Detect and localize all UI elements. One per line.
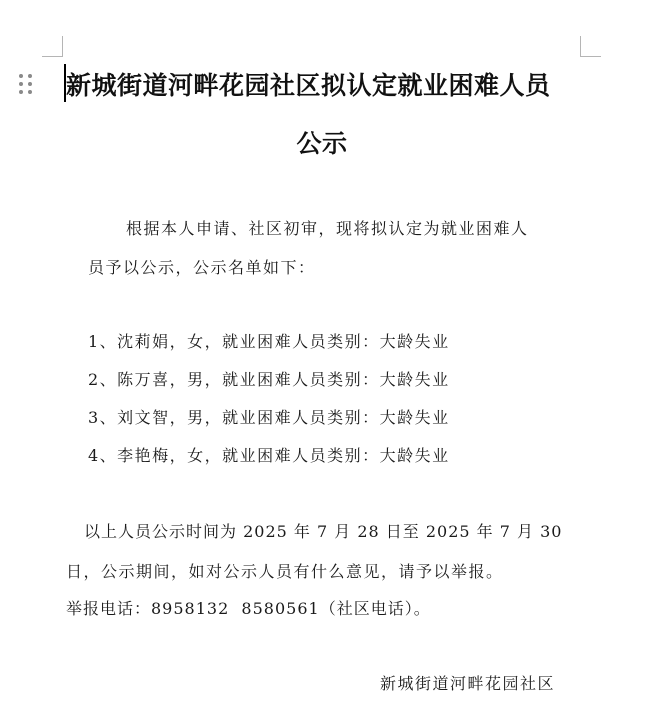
hotline: 举报电话：8958132 8580561（社区电话）。 [66, 599, 431, 618]
page-corner-mark-left [42, 36, 63, 57]
list-item: 3、刘文智，男，就业困难人员类别：大龄失业 [88, 408, 450, 427]
intro-line-2: 员予以公示，公示名单如下： [88, 258, 316, 277]
intro-line-1: 根据本人申请、社区初审，现将拟认定为就业困难人 [126, 219, 529, 238]
signature: 新城街道河畔花园社区 [380, 674, 556, 693]
list-item: 1、沈莉娟，女，就业困难人员类别：大龄失业 [88, 332, 450, 351]
title-line-1: 新城街道河畔花园社区拟认定就业困难人员 [66, 71, 551, 100]
notice-line-2: 日，公示期间，如对公示人员有什么意见，请予以举报。 [66, 562, 504, 581]
notice-line-1: 以上人员公示时间为 2025 年 7 月 28 日至 2025 年 7 月 30 [84, 522, 563, 541]
list-item: 2、陈万喜，男，就业困难人员类别：大龄失业 [88, 370, 450, 389]
title-line-2: 公示 [296, 129, 348, 158]
drag-handle-icon[interactable] [19, 74, 33, 94]
page-corner-mark-right [580, 36, 601, 57]
list-item: 4、李艳梅，女，就业困难人员类别：大龄失业 [88, 446, 450, 465]
